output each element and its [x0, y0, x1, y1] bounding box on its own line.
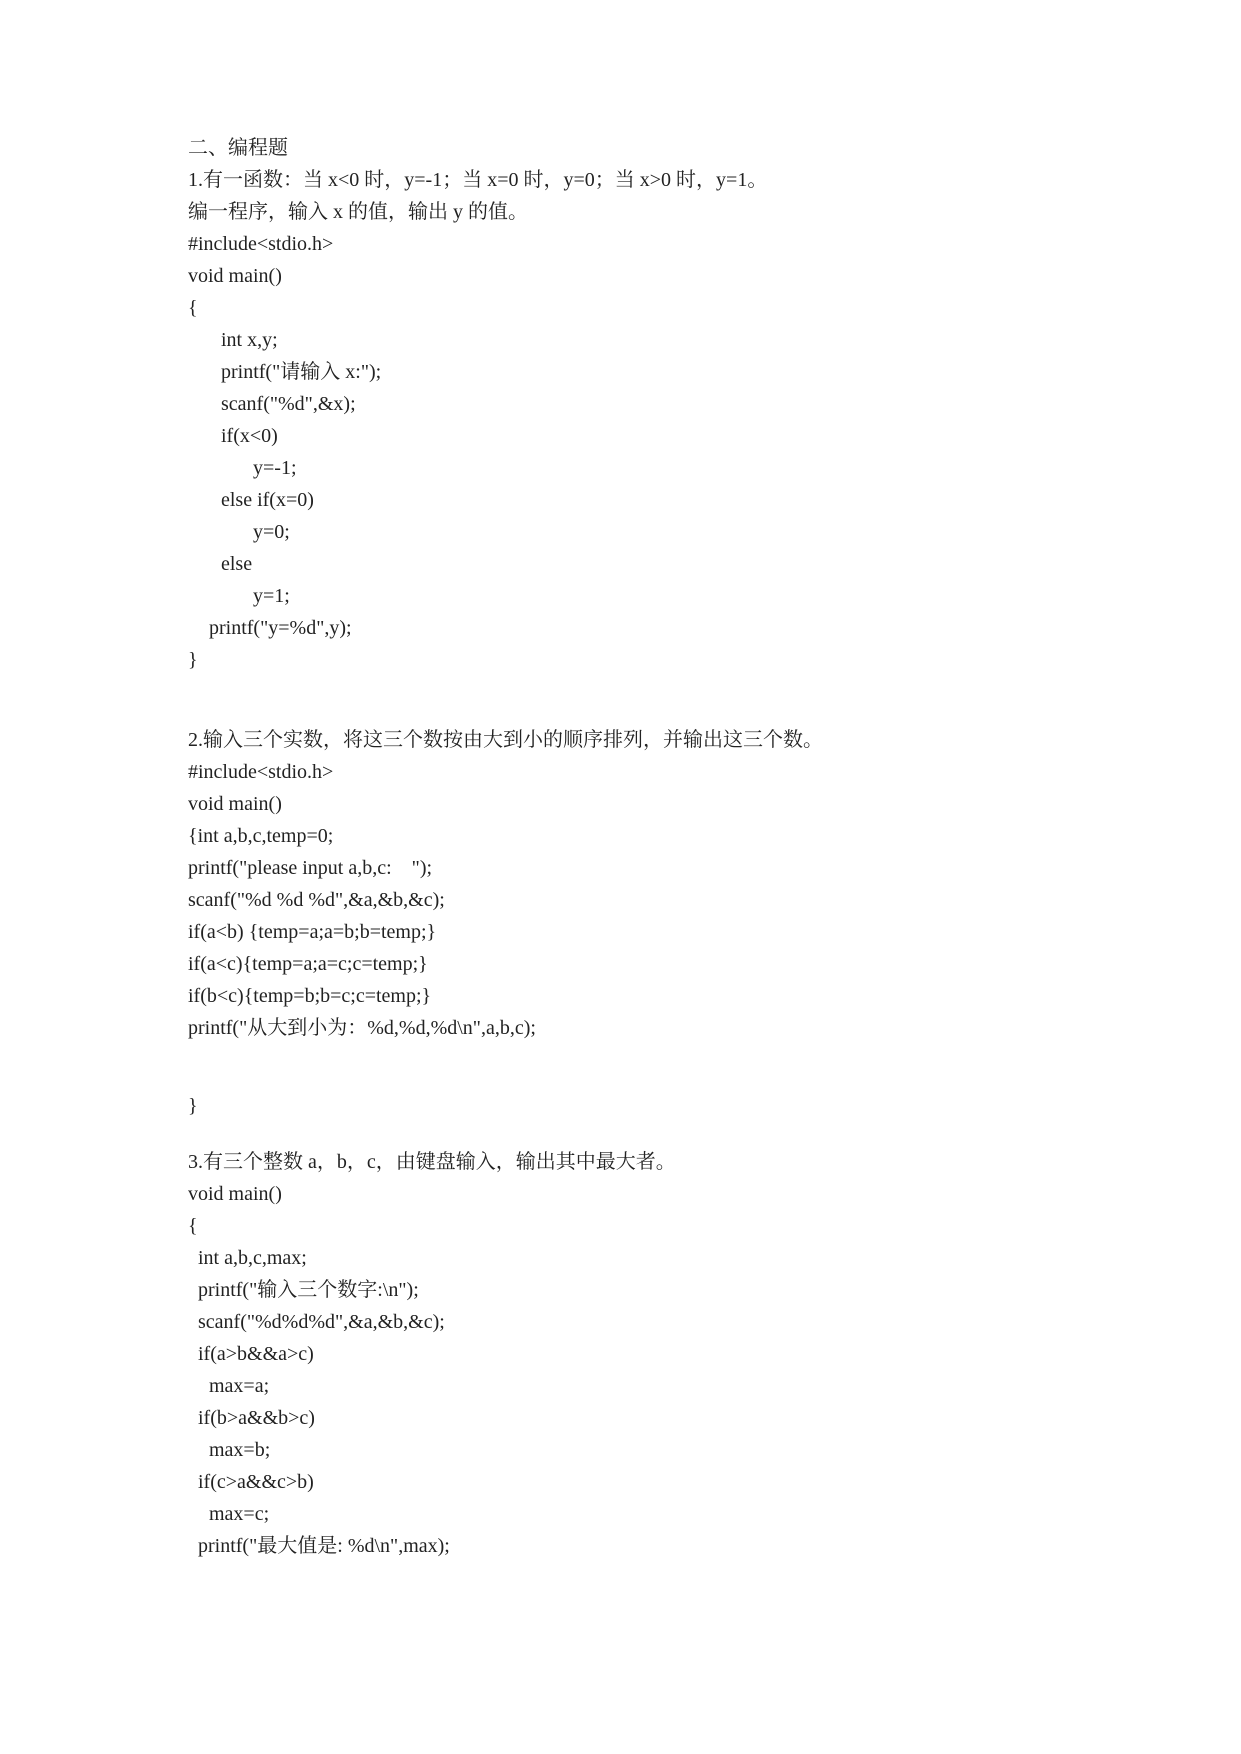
- code-line: }: [188, 649, 198, 671]
- code-line: if(b>a&&b>c): [198, 1407, 315, 1429]
- code-line: max=c;: [209, 1503, 270, 1525]
- code-line: printf("最大值是: %d\n",max);: [198, 1535, 450, 1557]
- problem1-statement: 1.有一函数：当 x<0 时，y=-1；当 x=0 时，y=0；当 x>0 时，y=1。: [188, 169, 768, 191]
- code-line: max=a;: [209, 1375, 270, 1397]
- problem2-statement: 2.输入三个实数，将这三个数按由大到小的顺序排列，并输出这三个数。: [188, 729, 823, 751]
- code-line: scanf("%d",&x);: [221, 393, 356, 415]
- code-line: if(x<0): [221, 425, 278, 447]
- code-line: else: [221, 553, 253, 575]
- code-line: printf("please input a,b,c: ");: [188, 857, 433, 879]
- code-line: y=1;: [253, 585, 290, 607]
- code-line: void main(): [188, 1183, 282, 1205]
- problem1-statement-cont: 编一程序，输入 x 的值，输出 y 的值。: [188, 201, 528, 223]
- code-line: if(a<c){temp=a;a=c;c=temp;}: [188, 953, 428, 975]
- code-line: {: [188, 1215, 198, 1237]
- code-line: scanf("%d%d%d",&a,&b,&c);: [198, 1311, 445, 1333]
- code-line: void main(): [188, 265, 282, 287]
- code-line: y=0;: [253, 521, 290, 543]
- code-line: int x,y;: [221, 329, 278, 351]
- code-line: else if(x=0): [221, 489, 314, 511]
- code-line: if(a>b&&a>c): [198, 1343, 314, 1365]
- code-line: if(b<c){temp=b;b=c;c=temp;}: [188, 985, 432, 1007]
- code-line: {int a,b,c,temp=0;: [188, 825, 334, 847]
- code-line: y=-1;: [253, 457, 297, 479]
- code-line: printf("输入三个数字:\n");: [198, 1279, 419, 1301]
- problem3-statement: 3.有三个整数 a，b，c，由键盘输入，输出其中最大者。: [188, 1151, 676, 1173]
- code-line: {: [188, 297, 198, 319]
- code-line: if(c>a&&c>b): [198, 1471, 314, 1493]
- code-line: }: [188, 1095, 198, 1117]
- code-line: printf("从大到小为：%d,%d,%d\n",a,b,c);: [188, 1017, 536, 1039]
- section-title: 二、编程题: [188, 137, 288, 159]
- code-line: void main(): [188, 793, 282, 815]
- code-line: scanf("%d %d %d",&a,&b,&c);: [188, 889, 445, 911]
- code-line: #include<stdio.h>: [188, 233, 334, 255]
- code-line: printf("y=%d",y);: [209, 617, 352, 639]
- code-line: int a,b,c,max;: [198, 1247, 307, 1269]
- code-line: max=b;: [209, 1439, 271, 1461]
- code-line: printf("请输入 x:");: [221, 361, 382, 383]
- code-line: if(a<b) {temp=a;a=b;b=temp;}: [188, 921, 437, 943]
- code-line: #include<stdio.h>: [188, 761, 334, 783]
